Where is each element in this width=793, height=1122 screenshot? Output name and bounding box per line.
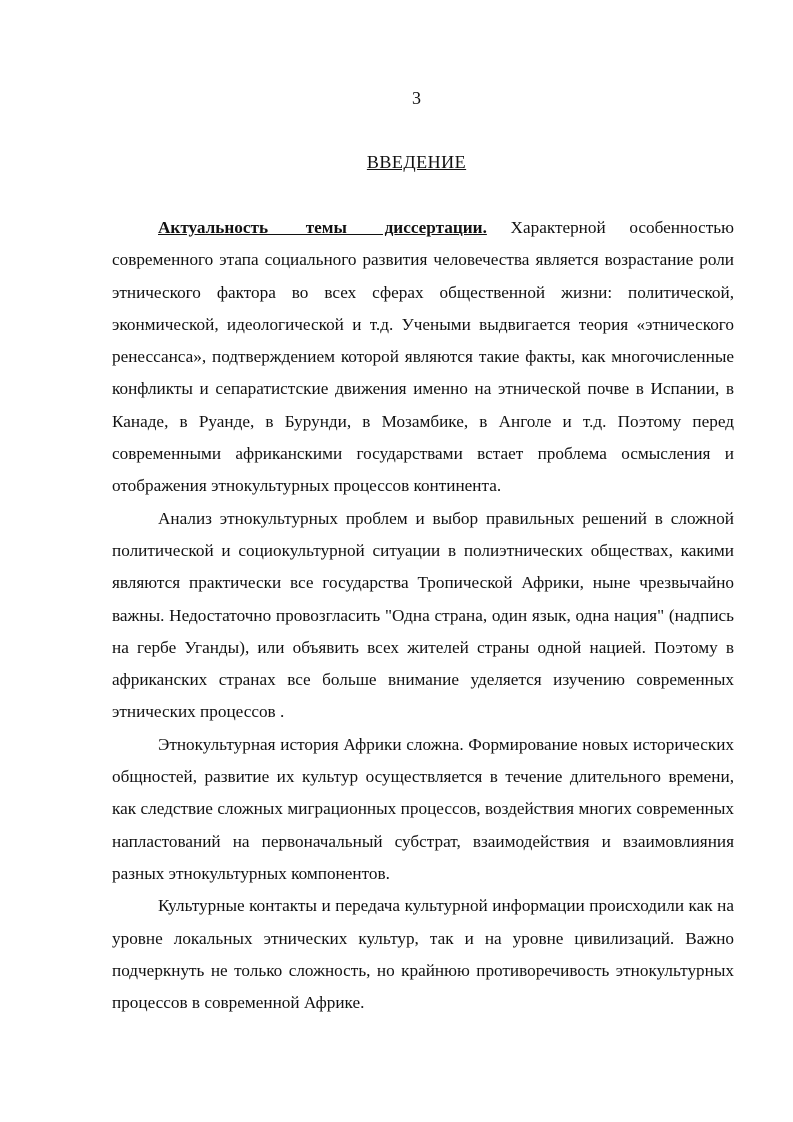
body-text [112, 212, 734, 1019]
paragraph-text: Характерной особенностью современного этапа социального развития человечества является возрастание роли этнического фактора во всех сферах общественной жизни: политической, эконмической, идеологической и т.д. Учеными выдвигается теория «этнического ренессанса», подтверждением которой являются такие факты, как многочисленные конфликты и сепаратистские движения именно на этнической почве в Испании, в Канаде, в Руанде, в Бурунди, в Мозамбике, в Анголе и т.д. Поэтому перед современными африканскими государствами встает проблема осмысления и отображения этнокультурных процессов континента. [112, 218, 734, 496]
paragraph-relevance [112, 212, 734, 503]
page-number: 3 [412, 88, 421, 108]
paragraph-text: Этнокультурная история Африки сложна. Формирование новых исторических общностей, развитие их культур осуществляется в течение длительного времени, как следствие сложных миграционных процессов, воздействия многих современных напластований на первоначальный субстрат, взаимодействия и взаимовлияния разных этнокультурных компонентов. [112, 734, 734, 883]
paragraph-contacts [112, 890, 734, 1019]
section-lead: Актуальность темы диссертации. [158, 218, 487, 237]
paragraph-text: Культурные контакты и передача культурной информации происходили как на уровне локальных этнических культур, так и на уровне цивилизаций. Важно подчеркнуть не только сложность, но крайнюю противоречивость этнокультурных процессов в современной Африке. [112, 896, 734, 1013]
page-title: ВВЕДЕНИЕ [366, 152, 467, 172]
paragraph-analysis [112, 503, 734, 729]
paragraph-text: Анализ этнокультурных проблем и выбор правильных решений в сложной политической и социокультурной ситуации в полиэтнических обществах, какими являются практически все государства Тропической Африки, ныне чрезвычайно важны. Недостаточно провозгласить "Одна страна, один язык, одна нация" (надпись на гербе Уганды), или объявить всех жителей страны одной нацией. Поэтому в африканских странах все больше внимание уделяется изучению современных этнических процессов . [112, 508, 734, 722]
paragraph-history [112, 729, 734, 890]
